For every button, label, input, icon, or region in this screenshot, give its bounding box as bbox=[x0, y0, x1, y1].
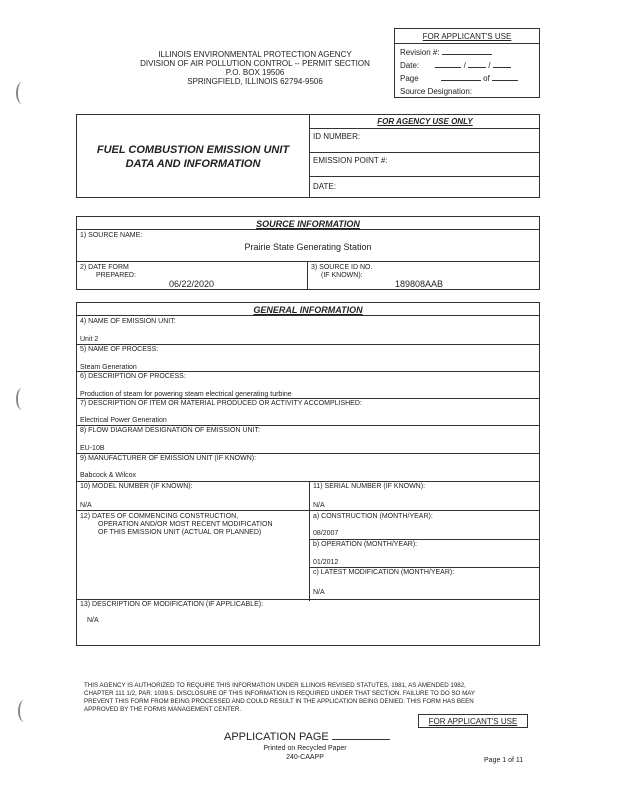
agency-city: SPRINGFIELD, ILLINOIS 62794-9506 bbox=[187, 77, 323, 86]
general-info-heading: GENERAL INFORMATION bbox=[253, 305, 363, 315]
general-information-section bbox=[76, 302, 540, 646]
source-id-label: 3) SOURCE ID NO. (IF KNOWN): bbox=[311, 264, 373, 279]
source-information-section bbox=[76, 216, 540, 290]
id-number-label: ID NUMBER: bbox=[313, 132, 361, 141]
model-number-label: 10) MODEL NUMBER (IF KNOWN): bbox=[80, 483, 193, 490]
applicant-use-title: FOR APPLICANT'S USE bbox=[422, 32, 512, 41]
process-name-value[interactable]: Steam Generation bbox=[80, 364, 137, 371]
source-info-heading: SOURCE INFORMATION bbox=[256, 219, 360, 229]
applicant-use-box bbox=[394, 28, 540, 98]
source-id-value[interactable]: 189808AAB bbox=[395, 279, 444, 289]
form-title-line2: DATA AND INFORMATION bbox=[125, 158, 261, 170]
date-field[interactable]: Date: / / bbox=[400, 61, 511, 70]
model-number-value[interactable]: N/A bbox=[80, 502, 92, 509]
agency-use-heading: FOR AGENCY USE ONLY bbox=[377, 117, 473, 126]
agency-header bbox=[120, 50, 390, 86]
construction-date-value[interactable]: 08/2007 bbox=[313, 530, 339, 537]
form-title bbox=[77, 143, 309, 171]
serial-number-value[interactable]: N/A bbox=[313, 502, 325, 509]
punch-hole-top bbox=[16, 82, 28, 104]
page-field[interactable]: Page of bbox=[400, 74, 518, 83]
recycled-paper-note: Printed on Recycled Paper bbox=[263, 745, 347, 752]
operation-date-label: b) OPERATION (MONTH/YEAR): bbox=[313, 541, 418, 548]
page-number: Page 1 of 11 bbox=[484, 757, 524, 764]
date-prepared-value[interactable]: 06/22/2020 bbox=[169, 279, 215, 289]
date-label: DATE: bbox=[313, 182, 336, 191]
form-title-line1: FUEL COMBUSTION EMISSION UNIT bbox=[96, 144, 290, 156]
legal-notice: THIS AGENCY IS AUTHORIZED TO REQUIRE THIS INFORMATION UNDER ILLINOIS REVISED STATUTES, 1981, AS AMENDED 1982, CHAPTER 111 1/2, PAR. 1039.5. DISCLOSURE OF THIS INFORMATION IS REQUIRED UNDER THAT SECTION. FAILURE TO DO SO MAY PREVENT THIS FORM FROM BEING PROCESSED AND COULD RESULT IN THE APPLICATION BEING DENIED. THIS FORM HAS BEEN APPROVED BY THE FORMS MANAGEMENT CENTER. bbox=[84, 682, 476, 713]
footer-applicant-use-box bbox=[418, 714, 528, 728]
agency-name: ILLINOIS ENVIRONMENTAL PROTECTION AGENCY bbox=[158, 50, 352, 59]
agency-division: DIVISION OF AIR POLLUTION CONTROL -- PERMIT SECTION bbox=[140, 59, 370, 68]
process-description-value[interactable]: Production of steam for powering steam electrical generating turbine bbox=[80, 391, 292, 398]
modification-description-value[interactable]: N/A bbox=[87, 617, 99, 624]
application-page-label: APPLICATION PAGE bbox=[224, 731, 390, 744]
punch-hole-bottom bbox=[18, 700, 30, 722]
form-code: 240-CAAPP bbox=[286, 754, 324, 761]
source-name-label: 1) SOURCE NAME: bbox=[80, 232, 143, 239]
emission-unit-name-value[interactable]: Unit 2 bbox=[80, 336, 99, 343]
form-title-section bbox=[76, 114, 540, 198]
source-designation-field[interactable]: Source Designation: bbox=[400, 87, 473, 96]
modification-date-value[interactable]: N/A bbox=[313, 589, 325, 596]
date-prepared-label: 2) DATE FORM PREPARED: bbox=[80, 264, 136, 279]
emission-point-label: EMISSION POINT #: bbox=[313, 156, 388, 165]
modification-description-label: 13) DESCRIPTION OF MODIFICATION (IF APPLICABLE): bbox=[80, 601, 264, 608]
construction-date-label: a) CONSTRUCTION (MONTH/YEAR): bbox=[313, 513, 433, 520]
flow-diagram-label: 8) FLOW DIAGRAM DESIGNATION OF EMISSION UNIT: bbox=[80, 427, 260, 434]
process-name-label: 5) NAME OF PROCESS: bbox=[80, 346, 159, 353]
flow-diagram-value[interactable]: EU-10B bbox=[80, 445, 105, 452]
serial-number-label: 11) SERIAL NUMBER (IF KNOWN): bbox=[313, 483, 426, 490]
emission-unit-name-label: 4) NAME OF EMISSION UNIT: bbox=[80, 318, 176, 325]
agency-po-box: P.O. BOX 19506 bbox=[225, 68, 285, 77]
dates-label: 12) DATES OF COMMENCING CONSTRUCTION, OPERATION AND/OR MOST RECENT MODIFICATION OF THIS EMISSION UNIT (ACTUAL OR PLANNED) bbox=[80, 513, 273, 536]
footer-applicant-use-title: FOR APPLICANT'S USE bbox=[428, 717, 518, 726]
punch-hole-middle bbox=[16, 388, 28, 410]
item-description-value[interactable]: Electrical Power Generation bbox=[80, 417, 167, 424]
manufacturer-label: 9) MANUFACTURER OF EMISSION UNIT (IF KNOWN): bbox=[80, 455, 257, 462]
item-description-label: 7) DESCRIPTION OF ITEM OR MATERIAL PRODUCED OR ACTIVITY ACCOMPLISHED: bbox=[80, 400, 362, 407]
revision-field[interactable]: Revision #: bbox=[400, 48, 492, 57]
operation-date-value[interactable]: 01/2012 bbox=[313, 559, 339, 566]
manufacturer-value[interactable]: Babcock & Wilcox bbox=[80, 472, 137, 479]
modification-date-label: c) LATEST MODIFICATION (MONTH/YEAR): bbox=[313, 569, 455, 576]
process-description-label: 6) DESCRIPTION OF PROCESS: bbox=[80, 373, 186, 380]
source-name-value[interactable]: Prairie State Generating Station bbox=[244, 242, 372, 252]
